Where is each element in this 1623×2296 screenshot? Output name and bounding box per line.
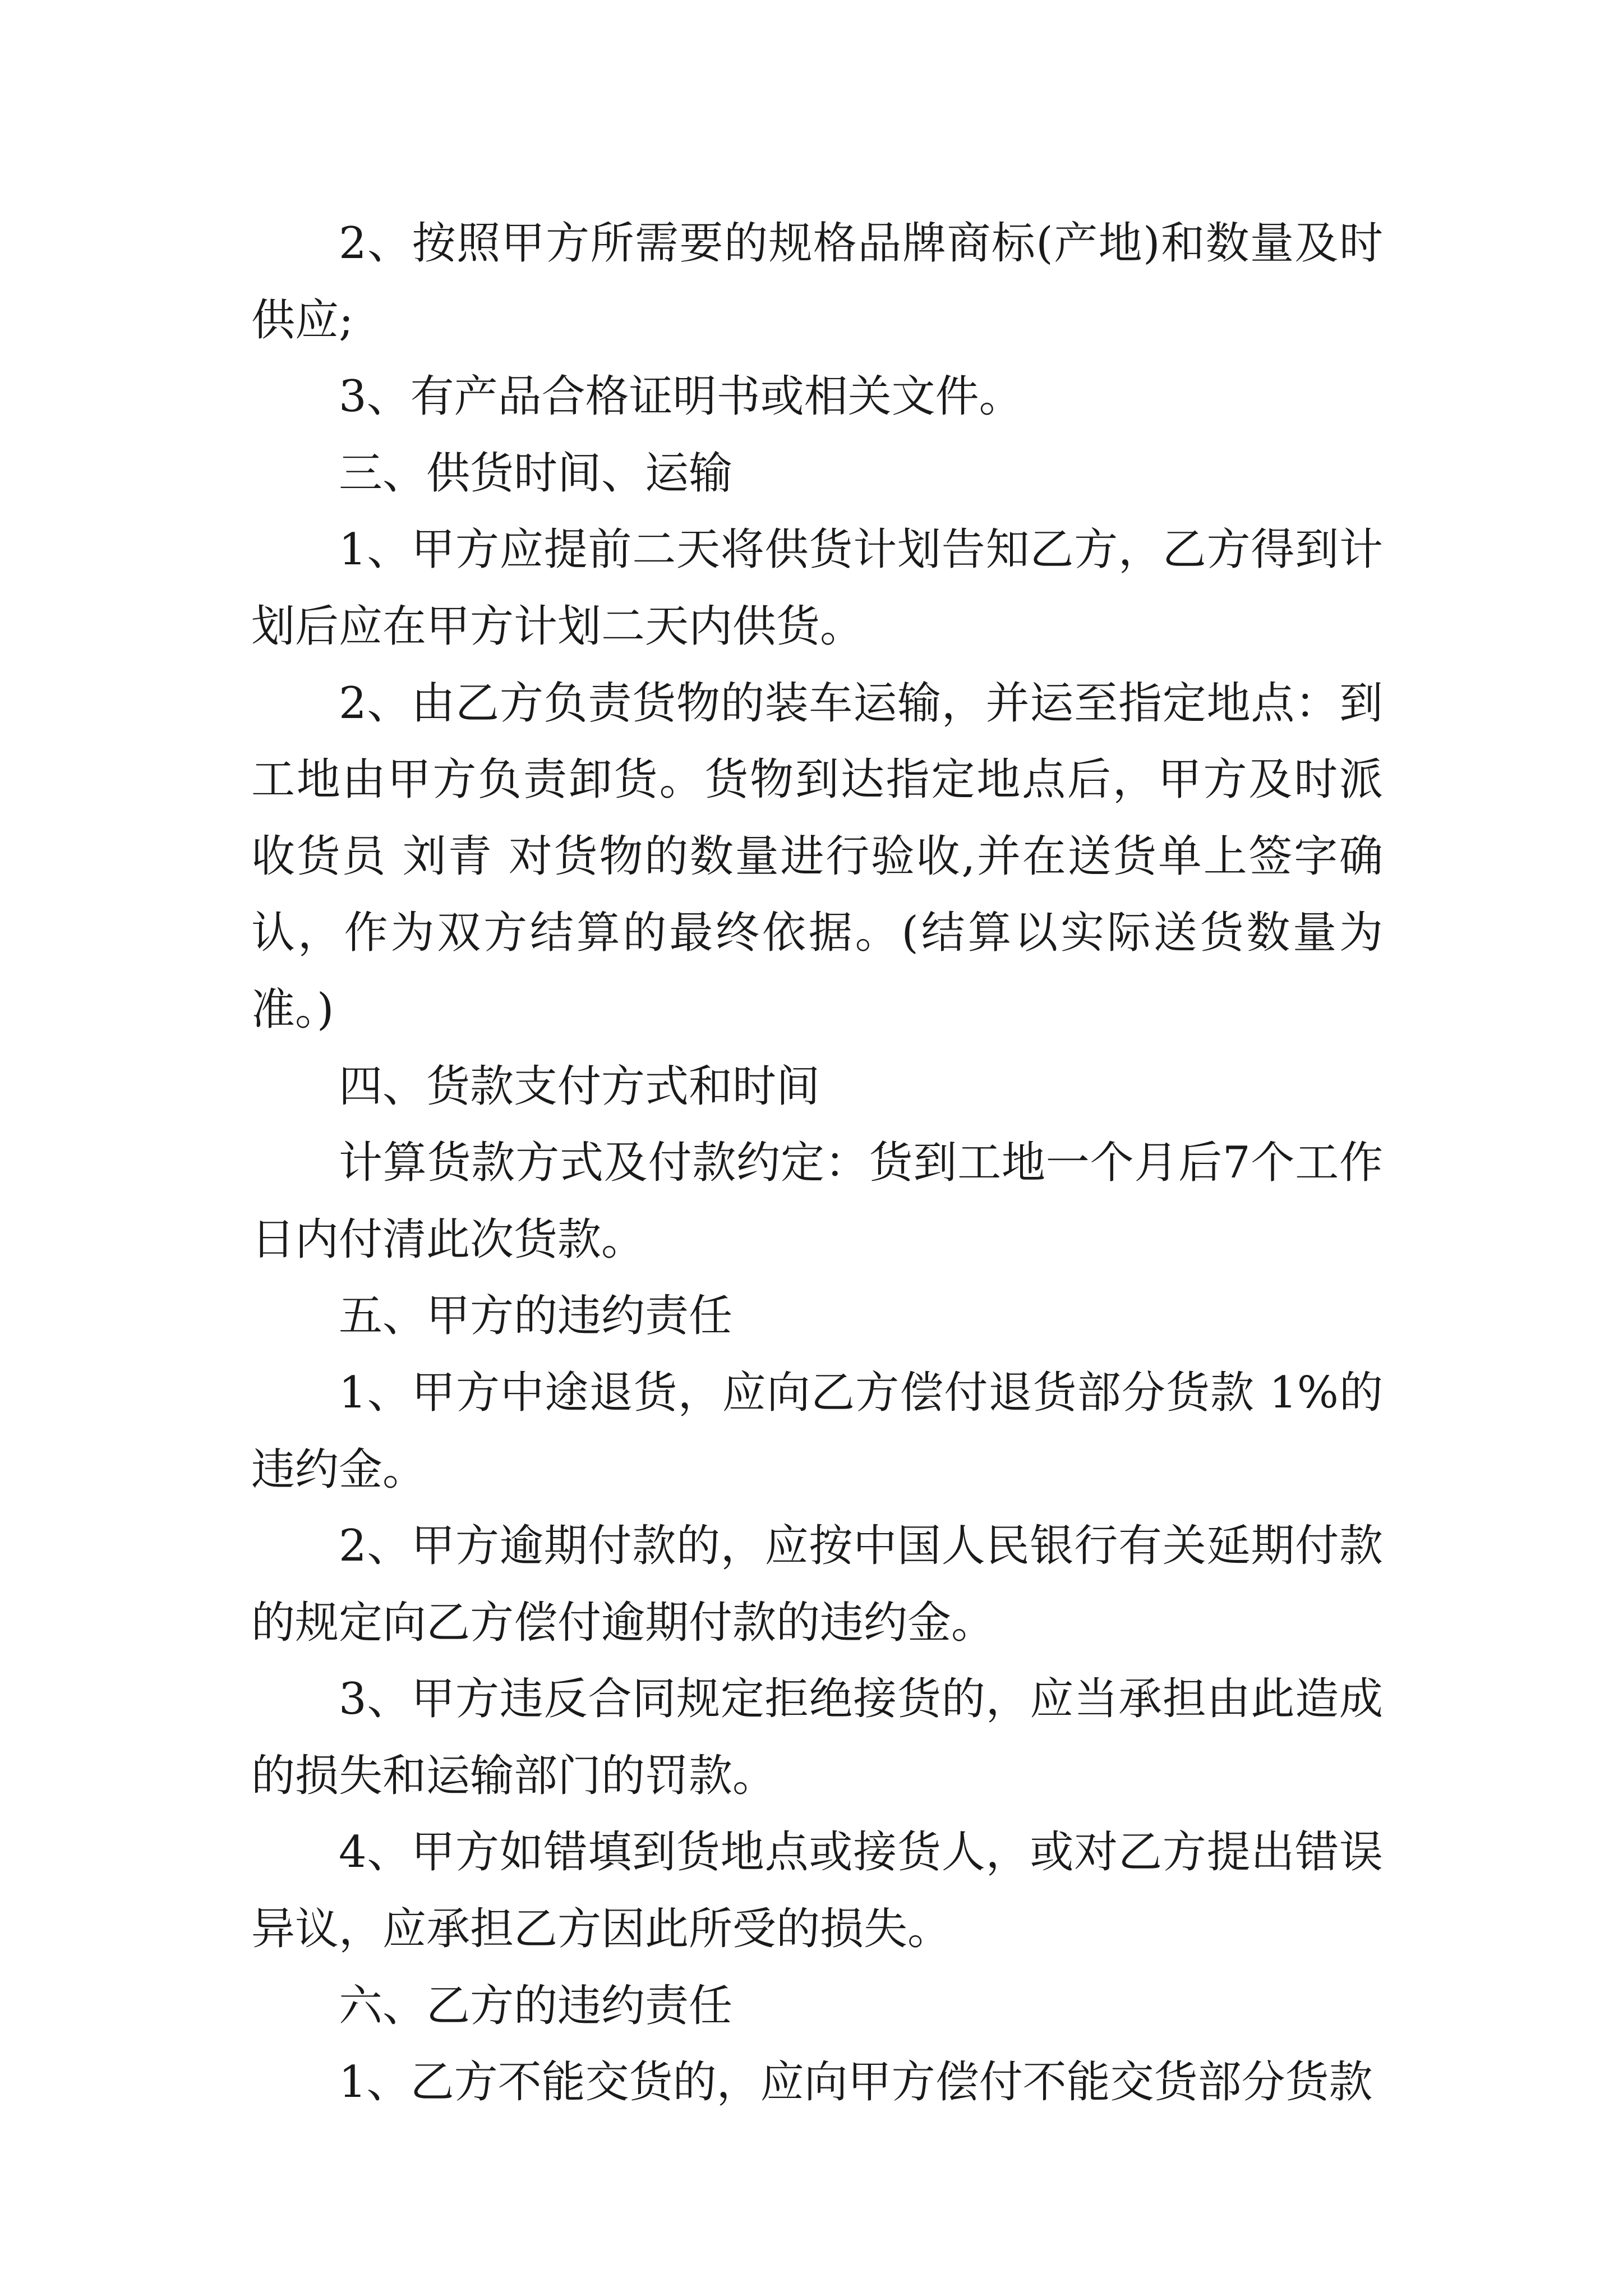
clause-a-late-payment: 2、甲方逾期付款的，应按中国人民银行有关延期付款的规定向乙方偿付逾期付款的违约金。 <box>251 1521 1383 1648</box>
section-heading-delivery: 三、供货时间、运输 <box>339 448 733 499</box>
clause-transport: 2、由乙方负责货物的装车运输，并运至指定地点：到工地由甲方负责卸货。货物到达指定地点后，甲方及时派收货员 刘青 对货物的数量进行验收,并在送货单上签字确认，作为双方结算的最终依据。(结算以实际送货数量为准。) <box>251 678 1383 1035</box>
section-heading-party-b-liability: 六、乙方的违约责任 <box>339 1980 733 2031</box>
clause-payment-terms: 计算货款方式及付款约定：货到工地一个月后7个工作日内付清此次货款。 <box>251 1138 1383 1265</box>
clause-b-no-delivery: 1、乙方不能交货的，应向甲方偿付不能交货部分货款 <box>339 2057 1373 2108</box>
contract-body <box>251 205 1383 2121</box>
section-heading-payment: 四、货款支付方式和时间 <box>339 1061 820 1112</box>
clause-a-return: 1、甲方中途退货，应向乙方偿付退货部分货款 1%的违约金。 <box>251 1367 1383 1495</box>
clause-3-certificate: 3、有产品合格证明书或相关文件。 <box>339 371 1023 422</box>
clause-delivery-plan: 1、甲方应提前二天将供货计划告知乙方，乙方得到计划后应在甲方计划二天内供货。 <box>251 524 1383 652</box>
section-heading-party-a-liability: 五、甲方的违约责任 <box>339 1291 733 1342</box>
clause-a-wrong-address: 4、甲方如错填到货地点或接货人，或对乙方提出错误异议，应承担乙方因此所受的损失。 <box>251 1827 1383 1955</box>
clause-2-supply-spec: 2、按照甲方所需要的规格品牌商标(产地)和数量及时供应; <box>251 218 1383 346</box>
clause-a-refuse-delivery: 3、甲方违反合同规定拒绝接货的，应当承担由此造成的损失和运输部门的罚款。 <box>251 1674 1383 1801</box>
